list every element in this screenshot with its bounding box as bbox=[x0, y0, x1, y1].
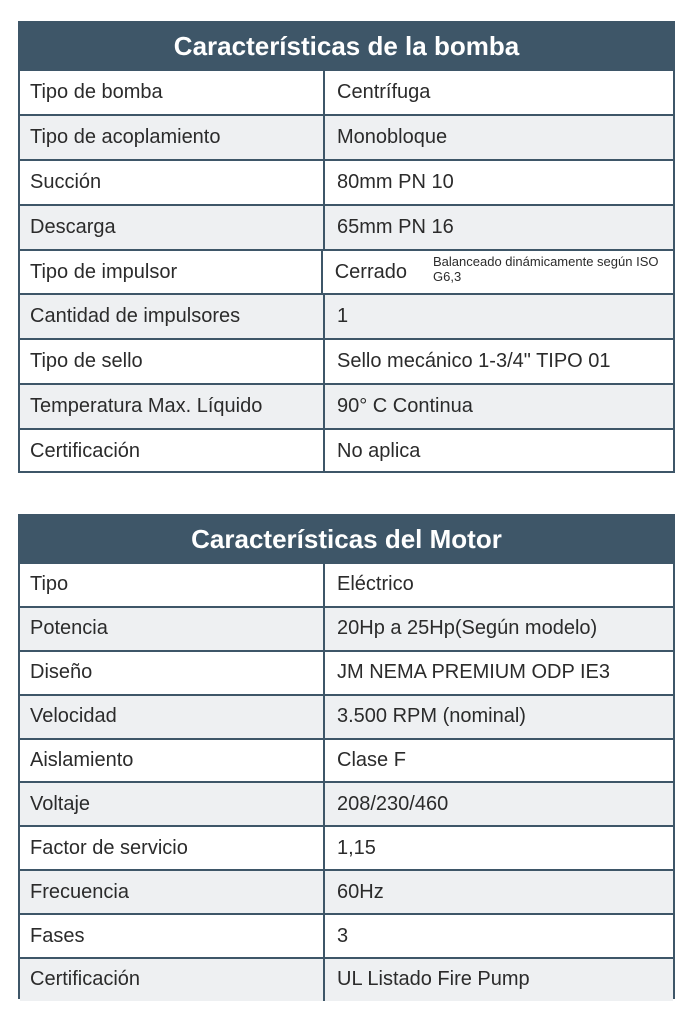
row-label: Velocidad bbox=[20, 696, 325, 738]
row-value: 60Hz bbox=[337, 880, 384, 903]
table-row bbox=[20, 957, 673, 1001]
table-row bbox=[20, 781, 673, 825]
row-label: Tipo de acoplamiento bbox=[20, 116, 325, 159]
table-row bbox=[20, 159, 673, 204]
row-label: Tipo bbox=[20, 564, 325, 606]
row-value: Sello mecánico 1-3/4" TIPO 01 bbox=[337, 350, 611, 373]
impeller-balance-note: Balanceado dinámicamente según ISO G6,3 bbox=[433, 254, 659, 284]
row-value: Eléctrico bbox=[337, 573, 414, 596]
row-value: Centrífuga bbox=[337, 80, 431, 103]
row-label: Succión bbox=[20, 161, 325, 204]
table-row bbox=[20, 293, 673, 338]
row-value: 3.500 RPM (nominal) bbox=[337, 705, 526, 728]
row-label: Fases bbox=[20, 915, 325, 957]
row-label: Certificación bbox=[20, 430, 325, 473]
row-label: Voltaje bbox=[20, 783, 325, 825]
row-value bbox=[323, 251, 673, 294]
row-value: No aplica bbox=[337, 440, 421, 463]
table-row bbox=[20, 428, 673, 473]
row-value: 65mm PN 16 bbox=[337, 215, 454, 238]
table-row bbox=[20, 562, 673, 606]
pump-table-title: Características de la bomba bbox=[20, 23, 673, 69]
table-row bbox=[20, 738, 673, 782]
table-row bbox=[20, 204, 673, 249]
row-label: Factor de servicio bbox=[20, 827, 325, 869]
table-row bbox=[20, 650, 673, 694]
table-row bbox=[20, 338, 673, 383]
row-value: 3 bbox=[337, 924, 349, 947]
table-row bbox=[20, 825, 673, 869]
row-label: Aislamiento bbox=[20, 740, 325, 782]
row-label: Potencia bbox=[20, 608, 325, 650]
row-value: JM NEMA PREMIUM ODP IE3 bbox=[337, 661, 611, 684]
row-value: 80mm PN 10 bbox=[337, 170, 454, 193]
row-value: 20Hp a 25Hp(Según modelo) bbox=[337, 617, 598, 640]
row-label: Certificación bbox=[20, 959, 325, 1001]
motor-table-title: Características del Motor bbox=[20, 516, 673, 562]
row-value: UL Listado Fire Pump bbox=[337, 968, 530, 991]
row-value: 1 bbox=[337, 305, 349, 328]
row-label: Tipo de impulsor bbox=[20, 251, 323, 294]
row-label: Tipo de bomba bbox=[20, 71, 325, 114]
table-row bbox=[20, 114, 673, 159]
row-value: Monobloque bbox=[337, 125, 448, 148]
row-value: 1,15 bbox=[337, 836, 376, 859]
table-row bbox=[20, 249, 673, 294]
row-label: Cantidad de impulsores bbox=[20, 295, 325, 338]
impeller-type-value: Cerrado bbox=[334, 260, 407, 283]
row-label: Temperatura Max. Líquido bbox=[20, 385, 325, 428]
table-row bbox=[20, 869, 673, 913]
row-value: 90° C Continua bbox=[337, 395, 473, 418]
table-row bbox=[20, 913, 673, 957]
table-row bbox=[20, 606, 673, 650]
row-value: 208/230/460 bbox=[337, 792, 449, 815]
table-row bbox=[20, 69, 673, 114]
table-row bbox=[20, 383, 673, 428]
row-label: Diseño bbox=[20, 652, 325, 694]
table-row bbox=[20, 694, 673, 738]
row-value: Clase F bbox=[337, 749, 406, 771]
row-label: Tipo de sello bbox=[20, 340, 325, 383]
motor-characteristics-table bbox=[18, 514, 675, 999]
row-label: Frecuencia bbox=[20, 871, 325, 913]
pump-characteristics-table bbox=[18, 21, 675, 473]
row-label: Descarga bbox=[20, 206, 325, 249]
